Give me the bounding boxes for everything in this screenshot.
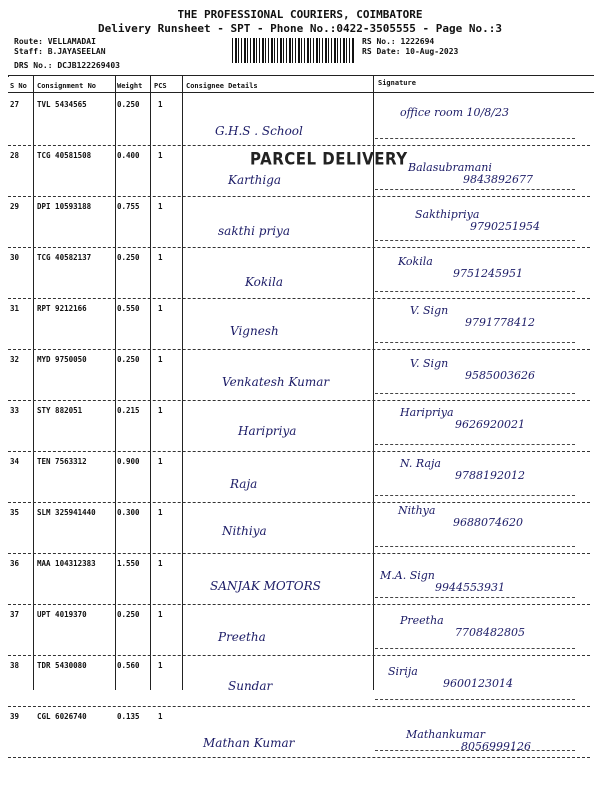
row-sno: 35 <box>10 508 20 517</box>
row-consignee-name: Haripriya <box>238 424 297 438</box>
row-weight: 1.550 <box>117 559 140 568</box>
row-weight: 0.560 <box>117 661 140 670</box>
table-row <box>0 708 600 759</box>
route-label: Route: VELLAMADAI <box>14 37 96 46</box>
row-pcs: 1 <box>158 100 163 109</box>
row-phone: 9791778412 <box>465 316 535 329</box>
row-weight: 0.250 <box>117 610 140 619</box>
table-row <box>0 249 600 300</box>
col-header-pcs: PCS <box>154 82 167 90</box>
row-consignment-no: CGL 6026740 <box>37 712 87 721</box>
row-signature: office room 10/8/23 <box>400 106 509 119</box>
table-row <box>0 555 600 606</box>
row-consignee-name: G.H.S . School <box>215 124 303 138</box>
table-row <box>0 453 600 504</box>
row-phone: 7708482805 <box>455 626 525 639</box>
row-sno: 39 <box>10 712 20 721</box>
rs-number: RS No.: 1222694 <box>362 37 435 46</box>
row-signature: V. Sign <box>410 304 449 317</box>
row-weight: 0.300 <box>117 508 140 517</box>
row-phone: 9688074620 <box>453 516 523 529</box>
row-consignee-name: Mathan Kumar <box>203 736 295 750</box>
staff-label: Staff: B.JAYASEELAN <box>14 47 106 56</box>
row-phone: 9788192012 <box>455 469 525 482</box>
row-consignment-no: SLM 325941440 <box>37 508 96 517</box>
col-header-weight: Weight <box>117 82 143 90</box>
row-sno: 34 <box>10 457 20 466</box>
row-consignment-no: DPI 10593188 <box>37 202 92 211</box>
row-phone: 9944553931 <box>435 581 505 594</box>
row-phone: 8056999126 <box>461 740 531 753</box>
row-consignee-name: Sundar <box>228 679 273 693</box>
drs-label: DRS No.: DCJB122269403 <box>14 61 120 70</box>
row-sno: 30 <box>10 253 20 262</box>
col-header-sno: S No <box>10 82 27 90</box>
row-consignee-name: Raja <box>230 477 258 491</box>
row-weight: 0.250 <box>117 253 140 262</box>
row-sno: 31 <box>10 304 20 313</box>
row-consignment-no: MYD 9750050 <box>37 355 87 364</box>
table-header-rule <box>8 92 594 93</box>
row-pcs: 1 <box>158 151 163 160</box>
row-pcs: 1 <box>158 202 163 211</box>
row-weight: 0.135 <box>117 712 140 721</box>
row-weight: 0.900 <box>117 457 140 466</box>
row-separator <box>8 196 590 197</box>
row-sno: 32 <box>10 355 20 364</box>
row-weight: 0.215 <box>117 406 140 415</box>
row-weight: 0.550 <box>117 304 140 313</box>
row-consignee-name: Vignesh <box>230 324 279 338</box>
row-phone: 9790251954 <box>470 220 540 233</box>
row-sno: 33 <box>10 406 20 415</box>
row-signature: Sakthipriya <box>415 208 480 221</box>
row-pcs: 1 <box>158 559 163 568</box>
runsheet-subtitle: Delivery Runsheet - SPT - Phone No.:0422-3505555 - Page No.:3 <box>98 22 502 35</box>
row-consignment-no: TDR 5430080 <box>37 661 87 670</box>
row-separator <box>8 298 590 299</box>
barcode <box>232 38 354 63</box>
row-consignee-name: SANJAK MOTORS <box>210 579 321 593</box>
row-consignee-name: Karthiga <box>228 173 282 187</box>
row-separator <box>8 247 590 248</box>
row-signature: N. Raja <box>400 457 441 470</box>
col-header-consignment: Consignment No <box>37 82 97 90</box>
row-signature: Kokila <box>398 255 433 268</box>
row-sno: 27 <box>10 100 20 109</box>
row-sno: 37 <box>10 610 20 619</box>
row-consignment-no: TCG 40582137 <box>37 253 92 262</box>
row-separator <box>8 400 590 401</box>
col-header-signature: Signature <box>378 79 416 87</box>
table-row <box>0 402 600 453</box>
row-separator <box>8 145 590 146</box>
row-consignee-name: sakthi priya <box>218 224 290 238</box>
row-signature: V. Sign <box>410 357 449 370</box>
row-pcs: 1 <box>158 406 163 415</box>
row-phone: 9585003626 <box>465 369 535 382</box>
row-consignment-no: UPT 4019370 <box>37 610 87 619</box>
row-signature: M.A. Sign <box>380 569 435 582</box>
row-pcs: 1 <box>158 712 163 721</box>
row-separator <box>8 757 590 758</box>
table-row <box>0 504 600 555</box>
row-separator <box>8 349 590 350</box>
row-signature: Haripriya <box>400 406 454 419</box>
table-row <box>0 198 600 249</box>
row-weight: 0.250 <box>117 355 140 364</box>
row-signature: Nithya <box>398 504 436 517</box>
row-weight: 0.400 <box>117 151 140 160</box>
row-sno: 28 <box>10 151 20 160</box>
row-pcs: 1 <box>158 253 163 262</box>
row-signature: Preetha <box>400 614 444 627</box>
table-top-rule <box>8 75 594 76</box>
row-consignment-no: MAA 104312383 <box>37 559 96 568</box>
row-separator <box>8 604 590 605</box>
row-phone: 9843892677 <box>463 173 533 186</box>
row-consignee-name: Nithiya <box>222 524 267 538</box>
row-pcs: 1 <box>158 610 163 619</box>
row-consignment-no: STY 882051 <box>37 406 83 415</box>
company-title: THE PROFESSIONAL COURIERS, COIMBATORE <box>177 8 423 21</box>
row-phone: 9751245951 <box>453 267 523 280</box>
row-consignment-no: TEN 7563312 <box>37 457 87 466</box>
row-pcs: 1 <box>158 355 163 364</box>
row-signature: Sirija <box>388 665 418 678</box>
row-separator <box>8 553 590 554</box>
row-weight: 0.250 <box>117 100 140 109</box>
row-sno: 38 <box>10 661 20 670</box>
table-row <box>0 351 600 402</box>
table-row <box>0 657 600 708</box>
row-consignee-name: Preetha <box>218 630 266 644</box>
table-row <box>0 300 600 351</box>
row-signature: Balasubramani <box>408 161 492 174</box>
row-sno: 36 <box>10 559 20 568</box>
col-header-details: Consignee Details <box>186 82 258 90</box>
table-row <box>0 606 600 657</box>
row-consignment-no: TCG 40581508 <box>37 151 92 160</box>
row-separator <box>8 706 590 707</box>
row-consignment-no: RPT 9212166 <box>37 304 87 313</box>
row-separator <box>8 451 590 452</box>
row-pcs: 1 <box>158 457 163 466</box>
row-phone: 9626920021 <box>455 418 525 431</box>
row-phone: 9600123014 <box>443 677 513 690</box>
row-sno: 29 <box>10 202 20 211</box>
rs-date: RS Date: 10-Aug-2023 <box>362 47 459 56</box>
row-signature: Mathankumar <box>406 728 485 741</box>
row-consignee-name: Venkatesh Kumar <box>222 375 330 389</box>
row-pcs: 1 <box>158 661 163 670</box>
row-pcs: 1 <box>158 304 163 313</box>
row-consignment-no: TVL 5434565 <box>37 100 87 109</box>
row-weight: 0.755 <box>117 202 140 211</box>
row-pcs: 1 <box>158 508 163 517</box>
row-separator <box>8 502 590 503</box>
row-separator <box>8 655 590 656</box>
parcel-delivery-stamp: PARCEL DELIVERY <box>250 149 408 169</box>
row-consignee-name: Kokila <box>245 275 283 289</box>
table-row <box>0 96 600 147</box>
